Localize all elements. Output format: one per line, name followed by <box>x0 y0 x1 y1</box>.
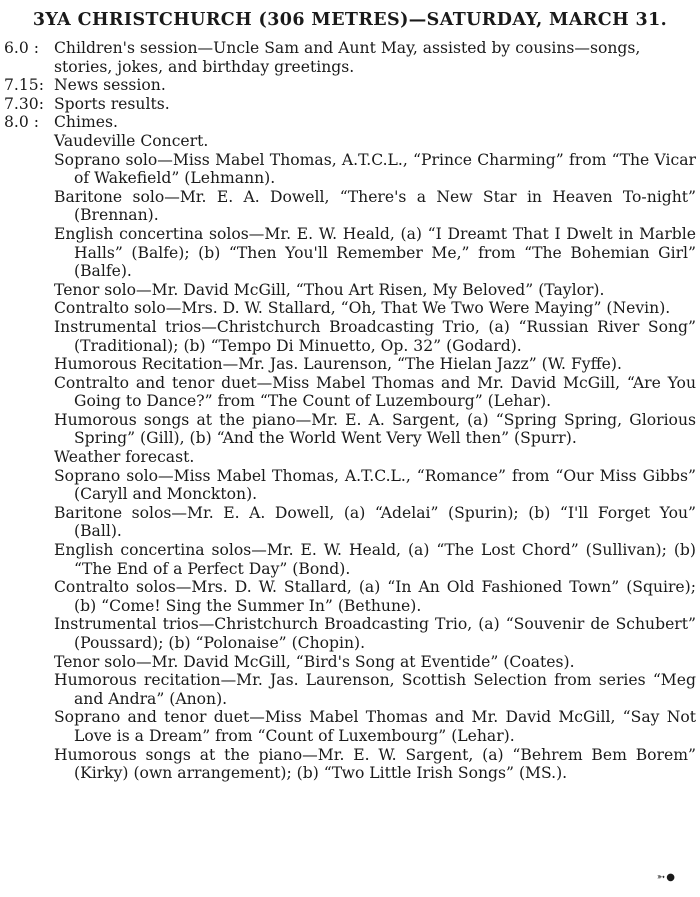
programme-item: Humorous recitation—Mr. Jas. Laurenson, Scottish Selection from series “Meg and Andra” (Anon). <box>54 671 696 708</box>
programme-item: Soprano and tenor duet—Miss Mabel Thomas and Mr. David McGill, “Say Not Love is a Dream” from “Count of Luxembourg” (Lehar). <box>54 708 696 745</box>
schedule-entry <box>4 76 696 95</box>
entry-time: 7.15: <box>4 76 44 95</box>
entry-text: Sports results. <box>54 94 170 113</box>
programme-item: Vaudeville Concert. <box>54 131 209 150</box>
programme-item: Humorous songs at the piano—Mr. E. A. Sargent, (a) “Spring Spring, Glorious Spring” (Gill), (b) “And the World Went Very Well then” (Spurr). <box>54 410 696 448</box>
programme-item: Baritone solo—Mr. E. A. Dowell, “There's a New Star in Heaven To-night” (Brennan). <box>54 187 696 225</box>
programme-list <box>54 132 696 783</box>
programme-item: Tenor solo—Mr. David McGill, “Bird's Song at Eventide” (Coates). <box>54 652 575 671</box>
programme-item: Humorous songs at the piano—Mr. E. W. Sargent, (a) “Behrem Bem Borem” (Kirky) (own arrangement); (b) “Two Little Irish Songs” (MS.). <box>54 745 696 783</box>
schedule-entry <box>4 95 696 114</box>
schedule-entry <box>4 113 696 132</box>
page-heading: 3YA CHRISTCHURCH (306 METRES)—SATURDAY, MARCH 31. <box>32 10 668 30</box>
entry-text: Children's session—Uncle Sam and Aunt May, assisted by cousins—songs, stories, jokes, and birthday greetings. <box>54 39 641 76</box>
programme-item: Instrumental trios—Christchurch Broadcasting Trio, (a) “Souvenir de Schubert” (Poussard); (b) “Polonaise” (Chopin). <box>54 615 696 652</box>
programme-item: Baritone solos—Mr. E. A. Dowell, (a) “Adelai” (Spurin); (b) “I'll Forget You” (Ball). <box>54 503 696 541</box>
schedule <box>4 39 696 783</box>
programme-item: Contralto solos—Mrs. D. W. Stallard, (a) “In An Old Fashioned Town” (Squire); (b) “Come! Sing the Summer In” (Bethune). <box>54 578 696 615</box>
programme-item: Soprano solo—Miss Mabel Thomas, A.T.C.L., “Prince Charming” from “The Vicar of Wakefield” (Lehmann). <box>54 150 696 188</box>
entry-text: Chimes. <box>54 113 118 132</box>
programme-item: Weather forecast. <box>54 448 195 467</box>
programme-item: Contralto solo—Mrs. D. W. Stallard, “Oh, That We Two Were Maying” (Nevin). <box>54 299 671 318</box>
programme-item: Instrumental trios—Christchurch Broadcasting Trio, (a) “Russian River Song” (Traditional); (b) “Tempo Di Minuetto, Op. 32” (Godard). <box>54 317 696 355</box>
entry-time: 7.30: <box>4 94 44 113</box>
programme-item: Soprano solo—Miss Mabel Thomas, A.T.C.L., “Romance” from “Our Miss Gibbs” (Caryll and Monckton). <box>54 466 696 504</box>
printer-mark: ➳● <box>656 872 676 883</box>
programme-item: English concertina solos—Mr. E. W. Heald, (a) “The Lost Chord” (Sullivan); (b) “The End of a Perfect Day” (Bond). <box>54 541 696 578</box>
programme-item: Humorous Recitation—Mr. Jas. Laurenson, “The Hielan Jazz” (W. Fyffe). <box>54 355 622 374</box>
entry-text: News session. <box>54 76 166 95</box>
programme-item: Tenor solo—Mr. David McGill, “Thou Art Risen, My Beloved” (Taylor). <box>54 280 605 299</box>
programme-item: English concertina solos—Mr. E. W. Heald, (a) “I Dreamt That I Dwelt in Marble Halls” (Balfe); (b) “Then You'll Remember Me,” from “The Bohemian Girl” (Balfe). <box>54 224 696 281</box>
entry-time: 6.0 : <box>4 39 40 57</box>
entry-time: 8.0 : <box>4 113 40 132</box>
schedule-entry <box>4 39 696 76</box>
programme-item: Contralto and tenor duet—Miss Mabel Thomas and Mr. David McGill, “Are You Going to Dance?” from “The Count of Luzembourg” (Lehar). <box>54 373 696 411</box>
